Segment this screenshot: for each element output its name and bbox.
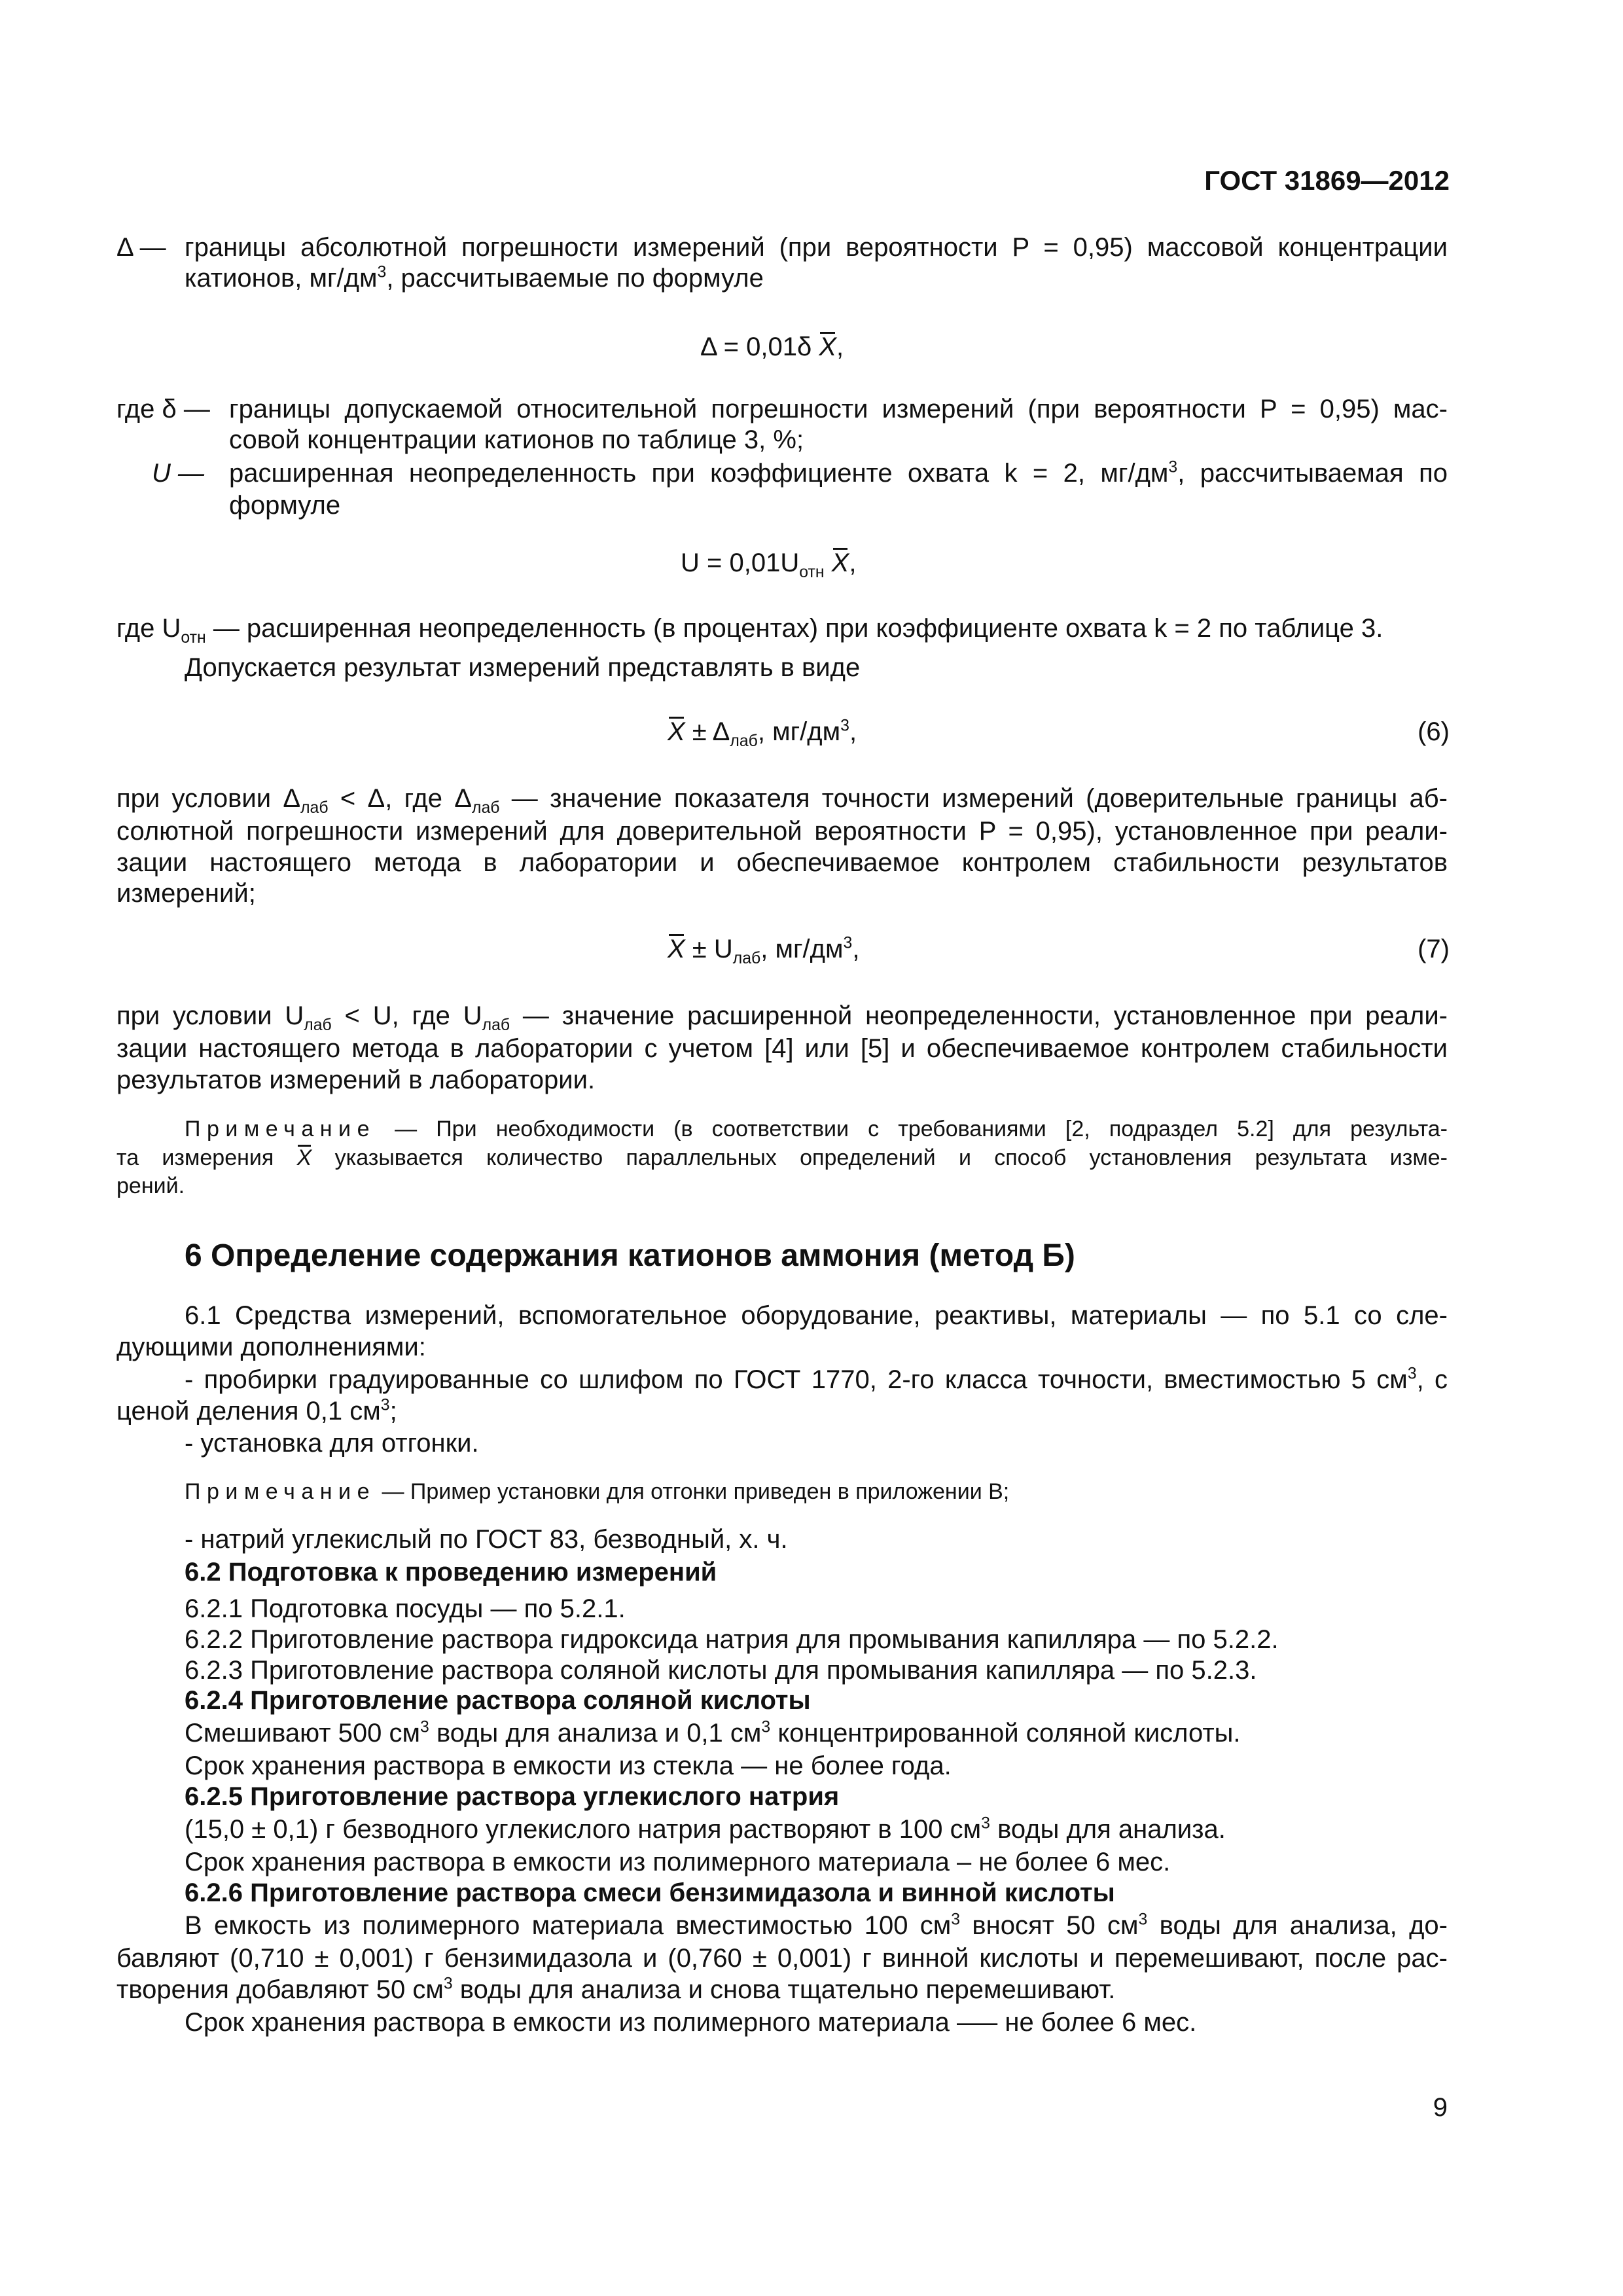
s626-line2: бавляют (0,710 ± 0,001) г бензимидазола и (0,760 ± 0,001) г винной кислоты и перемешивают, после рас- bbox=[116, 1944, 1448, 1973]
where-delta-prefix: где δ — bbox=[116, 395, 210, 423]
delta-definition-line1: границы абсолютной погрешности измерений (при вероятности P = 0,95) массовой концентрации bbox=[185, 233, 1448, 262]
s626-line4: Срок хранения раствора в емкости из полимерного материала —– не более 6 мес. bbox=[185, 2008, 1197, 2037]
tubes-line2: ценой деления 0,1 $см^3$; bbox=[116, 1396, 397, 1426]
s625-line2: Срок хранения раствора в емкости из полимерного материала – не более 6 мес. bbox=[185, 1848, 1171, 1876]
where-delta-line2: совой концентрации катионов по таблице 3, %; bbox=[229, 425, 804, 454]
cond7-line2: зации настоящего метода в лаборатории с учетом [4] или [5] и обеспечиваемое контролем стабильности bbox=[116, 1034, 1448, 1063]
sodium-item: - натрий углекислый по ГОСТ 83, безводный, х. ч. bbox=[185, 1525, 788, 1554]
formula-6: $X \pm \Delta_{лаб}$, $мг/дм^3$, bbox=[668, 717, 857, 750]
cond6-line3: зации настоящего метода в лаборатории и обеспечиваемое контролем стабильности результатов bbox=[116, 848, 1448, 877]
delta-definition-line2: катионов, $мг/дм^3$, рассчитываемые по формуле bbox=[185, 263, 764, 293]
delta-symbol: Δ — bbox=[116, 233, 166, 262]
note1-line1: Примечание — При необходимости (в соответствии с требованиями [2, подраздел 5.2] для результа- bbox=[185, 1117, 1448, 1141]
s624-line2: Срок хранения раствора в емкости из стекла — не более года. bbox=[185, 1751, 952, 1780]
tubes-line1: - пробирки градуированные со шлифом по ГОСТ 1770, 2-го класса точности, вместимостью 5 $см^3$, с bbox=[185, 1365, 1448, 1394]
s624-heading: 6.2.4 Приготовление раствора соляной кислоты bbox=[185, 1686, 811, 1715]
p61-line1: 6.1 Средства измерений, вспомогательное оборудование, реактивы, материалы — по 5.1 со сле- bbox=[185, 1301, 1448, 1330]
s623: 6.2.3 Приготовление раствора соляной кислоты для промывания капилляра — по 5.2.3. bbox=[185, 1656, 1257, 1685]
s626-line1: В емкость из полимерного материала вместимостью 100 $см^3$ вносят 50 $см^3$ воды для анализа, до- bbox=[185, 1910, 1448, 1940]
note2: Примечание — Пример установки для отгонки приведен в приложении В; bbox=[185, 1479, 1010, 1504]
s625-heading: 6.2.5 Приготовление раствора углекислого натрия bbox=[185, 1782, 840, 1811]
where-u-line1: расширенная неопределенность при коэффициенте охвата k = 2, $мг/дм^3$, рассчитываемая по bbox=[229, 458, 1448, 488]
formula-6-number: (6) bbox=[1418, 717, 1450, 746]
s624-line1: Смешивают 500 $см^3$ воды для анализа и 0,1 $см^3$ концентрированной соляной кислоты. bbox=[185, 1718, 1241, 1748]
cond7-line1: при условии $U_{лаб} < U$, где $U_{лаб}$ — значение расширенной неопределенности, установленное при реали- bbox=[116, 1001, 1448, 1034]
where-u-prefix: U — bbox=[152, 459, 204, 488]
s626-line3: творения добавляют 50 $см^3$ воды для анализа и снова тщательно перемешивают. bbox=[116, 1975, 1116, 2004]
s622: 6.2.2 Приготовление раствора гидроксида натрия для промывания капилляра — по 5.2.2. bbox=[185, 1625, 1279, 1654]
cond7-line3: результатов измерений в лаборатории. bbox=[116, 1066, 596, 1094]
where-uotn: где $U_{отн}$ — расширенная неопределенность (в процентах) при коэффициенте охвата k = 2 по таблице 3. bbox=[116, 614, 1383, 647]
formula-7: $X \pm U_{лаб}$, $мг/дм^3$, bbox=[668, 934, 860, 967]
cond6-line2: солютной погрешности измерений для доверительной вероятности P = 0,95), установленное при реали- bbox=[116, 817, 1448, 846]
cond6-line4: измерений; bbox=[116, 879, 256, 908]
where-u-line2: формуле bbox=[229, 491, 341, 520]
cond6-line1: при условии $\Delta_{лаб} < \Delta$, где $\Delta_{лаб}$ — значение показателя точности измерений (доверительные границы аб- bbox=[116, 784, 1448, 817]
where-delta-line1: границы допускаемой относительной погрешности измерений (при вероятности P = 0,95) мас- bbox=[229, 395, 1448, 423]
formula-7-number: (7) bbox=[1418, 935, 1450, 963]
section-6-2-heading: 6.2 Подготовка к проведению измерений bbox=[185, 1558, 717, 1587]
s625-line1: (15,0 ± 0,1) г безводного углекислого натрия растворяют в 100 $см^3$ воды для анализа. bbox=[185, 1814, 1226, 1844]
formula-delta: Δ = 0,01δ X, bbox=[700, 332, 844, 361]
allowed-paragraph: Допускается результат измерений представлять в виде bbox=[185, 653, 861, 682]
section-6-heading: 6 Определение содержания катионов аммония (метод Б) bbox=[185, 1238, 1075, 1273]
page-number: 9 bbox=[1433, 2093, 1448, 2122]
note1-line2: та измерения X указывается количество параллельных определений и способ установления результата изме- bbox=[116, 1145, 1448, 1170]
p61-line2: дующими дополнениями: bbox=[116, 1333, 426, 1361]
document-code: ГОСТ 31869—2012 bbox=[1204, 165, 1450, 196]
note1-line3: рений. bbox=[116, 1174, 185, 1198]
s621: 6.2.1 Подготовка посуды — по 5.2.1. bbox=[185, 1594, 626, 1623]
s626-heading: 6.2.6 Приготовление раствора смеси бензимидазола и винной кислоты bbox=[185, 1878, 1115, 1907]
formula-u: $U = 0,01U_{отн}$ X, bbox=[681, 548, 857, 581]
distill-item: - установка для отгонки. bbox=[185, 1429, 479, 1458]
